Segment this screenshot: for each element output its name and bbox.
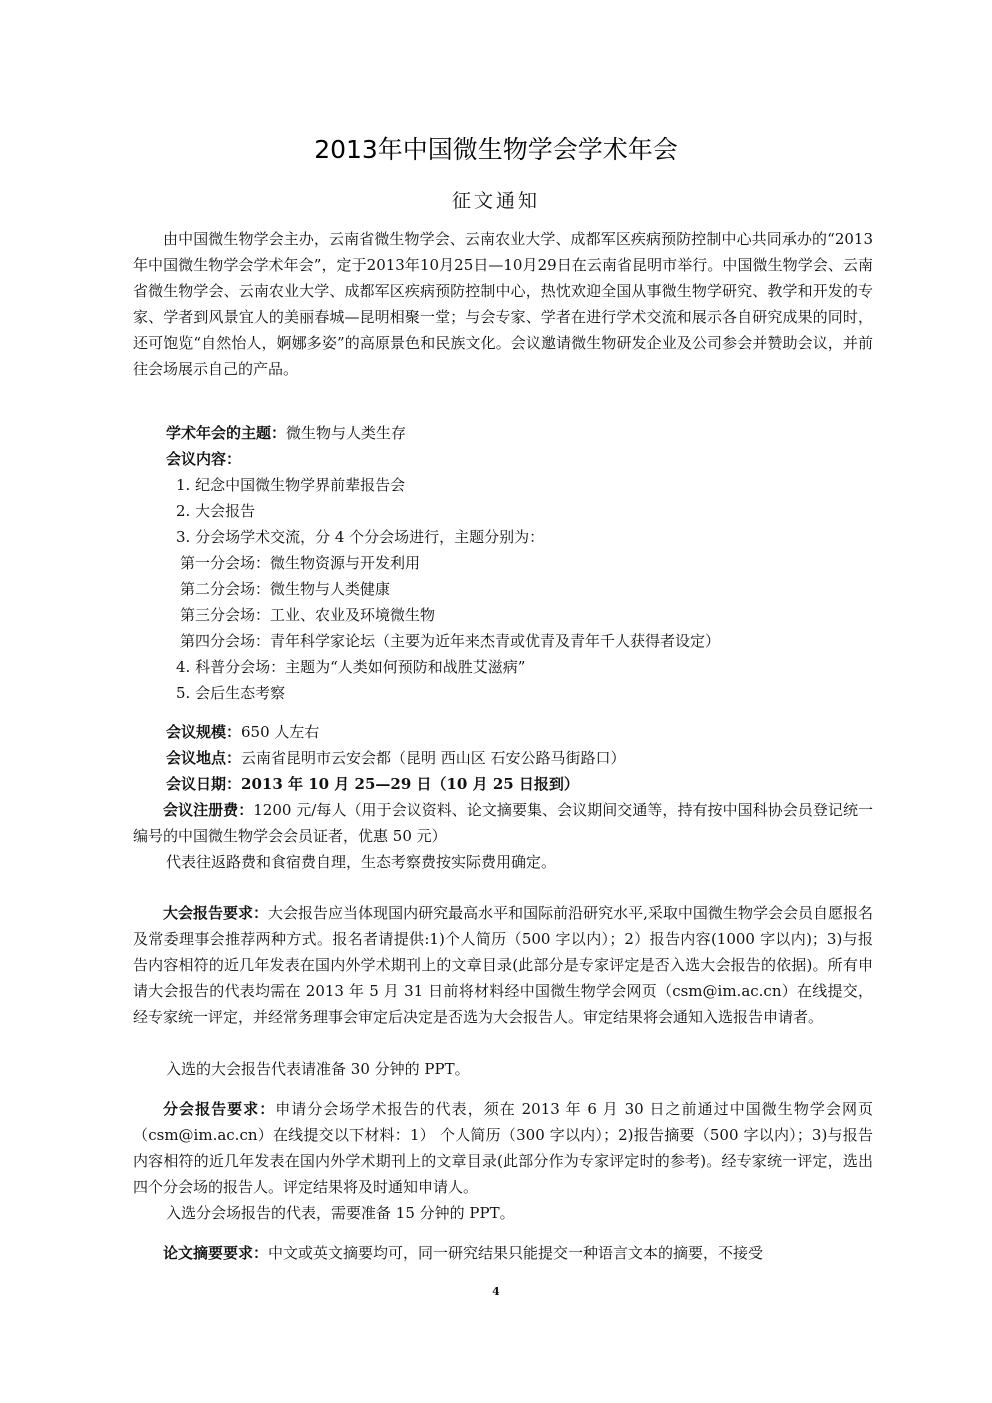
intro-paragraph: 由中国微生物学会主办，云南省微生物学会、云南农业大学、成都军区疾病预防控制中心共同承办的“2013年中国微生物学会学术年会”，定于2013年10月25日—10月29日在云南省昆明市举行。中国微生物学会、云南省微生物学会、云南农业大学、成都军区疾病预防控制中心，热忱欢迎全国从事微生物学研究、教学和开发的专家、学者到风景宜人的美丽春城—昆明相聚一堂；与会专家、学者在进行学术交流和展示各自研究成果的同时，还可饱览“自然怡人，婀娜多姿”的高原景色和民族文化。会议邀请微生物研发企业及公司参会并赞助会议，并前往会场展示自己的产品。 [133,230,873,378]
content-item: 5. 会后生态考察 [176,684,286,702]
page-number: 4 [492,1285,500,1298]
session-item: 第一分会场：微生物资源与开发利用 [180,554,421,572]
fee-value: 1200 元/每人（用于会议资料、论文摘要集、会议期间交通等，持有按中国科协会员登记统一编号的中国微生物学会会员证者，优惠 50 元） [133,801,873,845]
document-title: 2013年中国微生物学会学术年会 [314,135,678,164]
venue-value: 云南省昆明市云安会都（昆明 西山区 石安公路马街路口） [241,749,626,767]
session-note: 入选分会场报告的代表，需要准备 15 分钟的 PPT。 [166,1204,515,1222]
session-item: 第三分会场：工业、农业及环境微生物 [180,606,436,624]
session-paragraph [133,1096,873,1200]
abstract-label: 论文摘要要求： [163,1244,269,1262]
plenary-label: 大会报告要求： [163,904,269,922]
theme-value: 微生物与人类生存 [286,424,407,442]
session-text: 申请分会场学术报告的代表，须在 2013 年 6 月 30 日之前通过中国微生物学会网页（csm@im.ac.cn）在线提交以下材料：1） 个人简历（300 字以内）；2)报告摘要（500 字以内）；3)与报告内容相符的近几年发表在国内外学术期刊上的文章目录(此部分作为专家评定时的参考)。经专家统一评定，选出四个分会场的报告人。评定结果将及时通知申请人。 [133,1100,873,1196]
abstract-paragraph [133,1240,873,1266]
date-label: 会议日期： [166,775,242,793]
date-line [166,771,579,797]
content-label: 会议内容： [166,450,242,468]
fee-paragraph [133,797,873,849]
scale-value: 650 人左右 [241,723,320,741]
content-item: 2. 大会报告 [176,502,256,520]
scale-line [166,719,319,745]
theme-line [166,420,406,446]
session-item: 第二分会场：微生物与人类健康 [180,580,391,598]
plenary-note: 入选的大会报告代表请准备 30 分钟的 PPT。 [166,1060,470,1078]
plenary-text: 大会报告应当体现国内研究最高水平和国际前沿研究水平,采取中国微生物学会会员自愿报名及常委理事会推荐两种方式。报名者请提供:1)个人简历（500 字以内）；2）报告内容(1000 字以内)；3)与报告内容相符的近几年发表在国内外学术期刊上的文章目录(此部分是专家评定是否入选大会报告的依据)。所有申请大会报告的代表均需在 2013 年 5 月 31 日前将材料经中国微生物学会网页（csm@im.ac.cn）在线提交，经专家统一评定，并经常务理事会审定后决定是否选为大会报告人。审定结果将会通知入选报告申请者。 [133,904,873,1026]
abstract-text: 中文或英文摘要均可，同一研究结果只能提交一种语言文本的摘要，不接受 [268,1244,764,1262]
content-item: 3. 分会场学术交流，分 4 个分会场进行，主题分别为： [176,528,545,546]
fee-note: 代表往返路费和食宿费自理，生态考察费按实际费用确定。 [166,853,557,871]
plenary-paragraph [133,900,873,1030]
venue-line [166,745,626,771]
session-item: 第四分会场：青年科学家论坛（主要为近年来杰青或优青及青年千人获得者设定） [180,632,721,650]
session-label: 分会报告要求： [163,1100,276,1118]
venue-label: 会议地点： [166,749,242,767]
scale-label: 会议规模： [166,723,242,741]
theme-label: 学术年会的主题： [166,424,287,442]
content-item: 4. 科普分会场：主题为“人类如何预防和战胜艾滋病” [176,658,526,676]
document-subtitle: 征文通知 [451,190,540,212]
fee-label: 会议注册费： [163,801,254,819]
content-item: 1. 纪念中国微生物学界前辈报告会 [176,476,406,494]
date-value: 2013 年 10 月 25—29 日（10 月 25 日报到） [241,775,579,793]
